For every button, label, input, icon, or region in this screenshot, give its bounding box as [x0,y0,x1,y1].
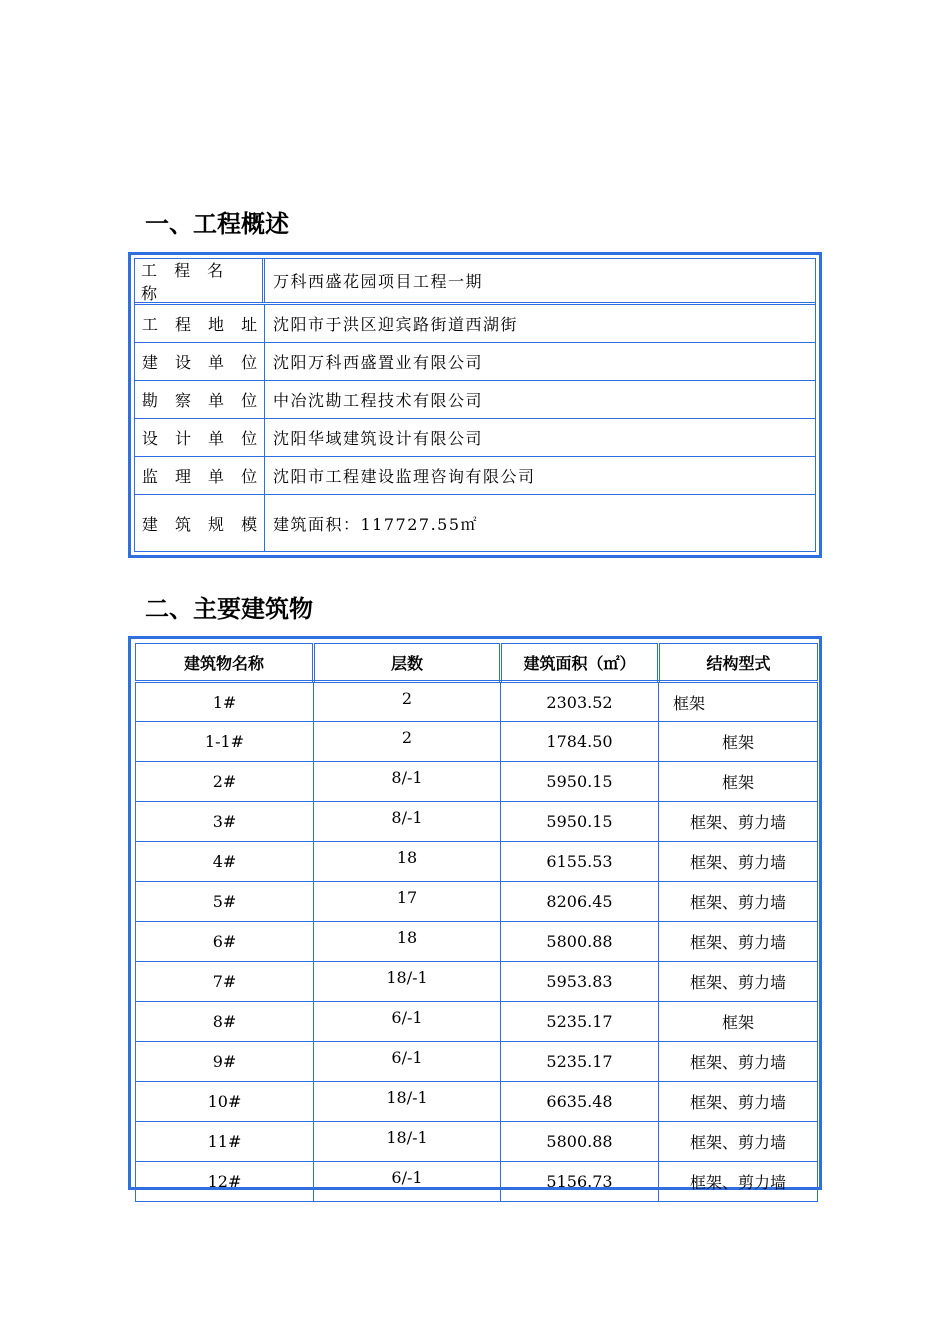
table-row [136,922,818,962]
overview-label: 建 筑 规 模 [135,495,265,551]
cell-floors: 18/-1 [314,1082,501,1122]
cell-structure: 框架、剪力墙 [659,1122,818,1162]
cell-building-name: 2# [136,762,314,802]
overview-row [135,419,815,457]
buildings-grid [135,643,818,1202]
cell-area: 5800.88 [501,1122,659,1162]
overview-value: 沈阳万科西盛置业有限公司 [273,353,484,372]
cell-structure: 框架 [659,682,818,722]
cell-floors: 2 [314,682,501,722]
cell-area: 8206.45 [501,882,659,922]
cell-building-name: 11# [136,1122,314,1162]
cell-floors: 17 [314,882,501,922]
cell-structure: 框架、剪力墙 [659,1082,818,1122]
cell-area: 2303.52 [501,682,659,722]
cell-area: 5156.73 [501,1162,659,1202]
overview-label: 监 理 单 位 [135,457,265,494]
cell-area: 5953.83 [501,962,659,1002]
cell-building-name: 10# [136,1082,314,1122]
cell-building-name: 7# [136,962,314,1002]
cell-building-name: 9# [136,1042,314,1082]
cell-structure: 框架 [659,762,818,802]
section-heading-buildings: 二、主要建筑物 [145,595,313,623]
column-header-name: 建筑物名称 [136,644,314,682]
cell-structure: 框架、剪力墙 [659,802,818,842]
cell-structure: 框架、剪力墙 [659,1162,818,1202]
table-row [136,1122,818,1162]
cell-area: 5235.17 [501,1042,659,1082]
cell-area: 5950.15 [501,802,659,842]
table-row [136,762,818,802]
column-header-area: 建筑面积（㎡） [501,644,659,682]
table-header-row [136,644,818,682]
cell-floors: 18/-1 [314,1122,501,1162]
overview-row [135,495,815,551]
table-row [136,962,818,1002]
overview-label: 建 设 单 位 [135,343,265,380]
cell-area: 5950.15 [501,762,659,802]
overview-row [135,343,815,381]
overview-label: 设 计 单 位 [135,419,265,456]
cell-floors: 8/-1 [314,762,501,802]
cell-floors: 8/-1 [314,802,501,842]
cell-floors: 6/-1 [314,1042,501,1082]
cell-floors: 18 [314,922,501,962]
table-row [136,1042,818,1082]
overview-value: 建筑面积：117727.55㎡ [273,514,479,534]
cell-structure: 框架、剪力墙 [659,962,818,1002]
cell-building-name: 1# [136,682,314,722]
overview-value: 沈阳市于洪区迎宾路街道西湖街 [273,315,519,334]
cell-structure: 框架 [659,722,818,762]
overview-value: 沈阳华域建筑设计有限公司 [273,429,484,448]
overview-label: 工 程 名 称 [135,259,265,302]
cell-building-name: 8# [136,1002,314,1042]
overview-label: 工 程 地 址 [135,305,265,342]
overview-value: 万科西盛花园项目工程一期 [273,272,484,291]
cell-area: 5800.88 [501,922,659,962]
column-header-floors: 层数 [314,644,501,682]
cell-area: 6155.53 [501,842,659,882]
main-buildings-table [128,636,822,1190]
overview-row [135,259,815,305]
cell-floors: 18/-1 [314,962,501,1002]
overview-value: 中冶沈勘工程技术有限公司 [273,391,484,410]
cell-area: 5235.17 [501,1002,659,1042]
project-overview-table [128,252,822,558]
cell-structure: 框架、剪力墙 [659,922,818,962]
overview-label: 勘 察 单 位 [135,381,265,418]
overview-value: 沈阳市工程建设监理咨询有限公司 [273,467,536,486]
table-row [136,1162,818,1202]
table-row [136,722,818,762]
cell-floors: 18 [314,842,501,882]
column-header-structure: 结构型式 [659,644,818,682]
table-row [136,802,818,842]
cell-floors: 6/-1 [314,1002,501,1042]
table-row [136,882,818,922]
table-row [136,1002,818,1042]
cell-structure: 框架、剪力墙 [659,842,818,882]
cell-building-name: 12# [136,1162,314,1202]
cell-building-name: 4# [136,842,314,882]
table-row [136,842,818,882]
cell-area: 6635.48 [501,1082,659,1122]
overview-row [135,305,815,343]
cell-building-name: 3# [136,802,314,842]
cell-area: 1784.50 [501,722,659,762]
cell-floors: 6/-1 [314,1162,501,1202]
section-heading-overview: 一、工程概述 [145,210,289,238]
cell-building-name: 5# [136,882,314,922]
table-row [136,1082,818,1122]
cell-structure: 框架、剪力墙 [659,882,818,922]
cell-structure: 框架、剪力墙 [659,1042,818,1082]
table-row [136,682,818,722]
overview-row [135,457,815,495]
overview-row [135,381,815,419]
cell-structure: 框架 [659,1002,818,1042]
cell-floors: 2 [314,722,501,762]
cell-building-name: 6# [136,922,314,962]
cell-building-name: 1-1# [136,722,314,762]
